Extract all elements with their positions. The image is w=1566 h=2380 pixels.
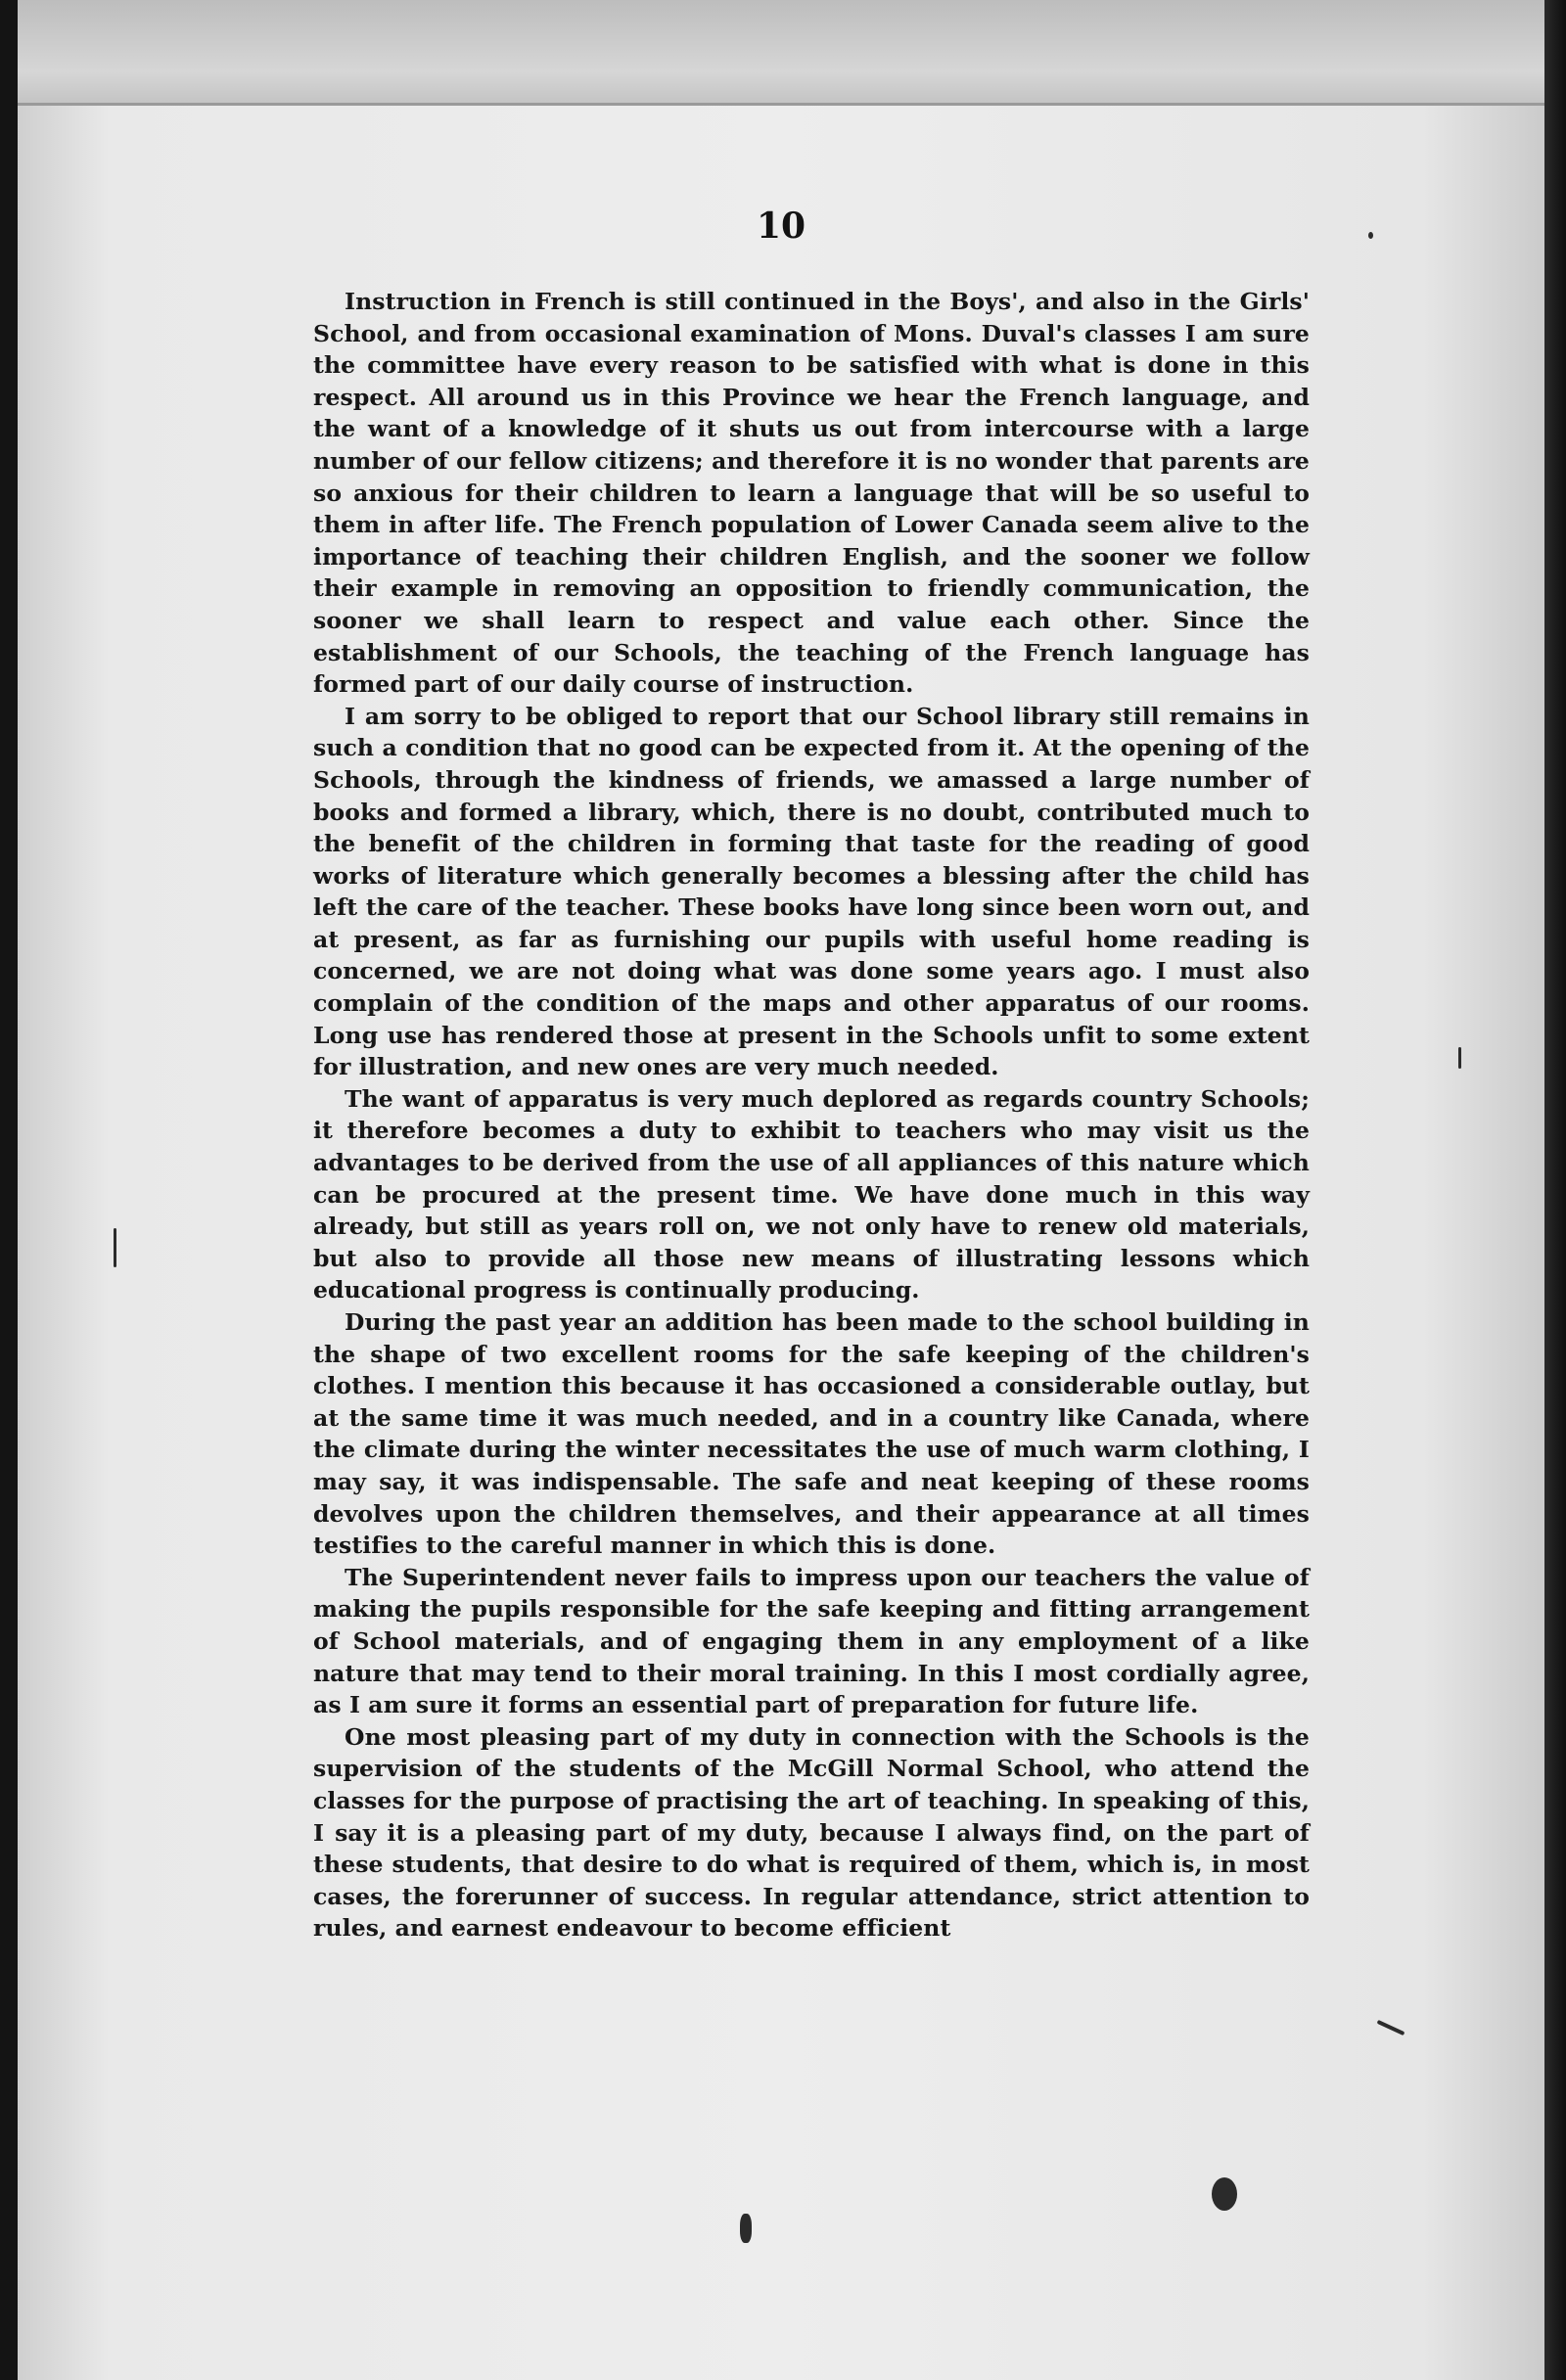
paragraph-french-instruction: Instruction in French is still continued in the Boys', and also in the Girls' School, and from occasional examination of Mons. Duval's classes I am sure the committee have every reason to be satisfied with what is done in this respect. All around us in this Province we hear the French language, and the want of a knowledge of it shuts us out from intercourse with a large number of our fellow citizens; and therefore it is no wonder that parents are so anxious for their children to learn a language that will be so useful to them in after life. The French population of Lower Canada seem alive to the importance of teaching their children English, and the sooner we follow their example in removing an opposition to friendly communication, the sooner we shall learn to respect and value each other. Since the establishment of our Schools, the teaching of the French language has formed part of our daily course of instruction. — [313, 288, 1310, 699]
scan-right-border — [1544, 0, 1566, 2380]
scan-speck — [1377, 2020, 1405, 2036]
body-text — [313, 286, 1310, 1945]
paragraph-apparatus: The want of apparatus is very much deplored as regards country Schools; it therefore becomes a duty to exhibit to teachers who may visit us the advantages to be derived from the use of all appliances of this nature which can be procured at the present time. We have done much in this way already, but still as years roll on, we not only have to renew old materials, but also to provide all those new means of illustrating lessons which educational progress is continually producing. — [313, 1084, 1310, 1304]
scan-speck — [1368, 232, 1373, 239]
paragraph-normal-school: One most pleasing part of my duty in connection with the Schools is the supervision of the students of the McGill Normal School, who attend the classes for the purpose of practising the art of teaching. In speaking of this, I say it is a pleasing part of my duty, because I always find, on the part of these students, that desire to do what is required of them, which is, in most cases, the forerunner of success. In regular attendance, strict attention to rules, and earnest endeavour to become efficient — [313, 1722, 1310, 1943]
document-page — [18, 0, 1544, 2380]
scan-speck — [740, 2214, 752, 2243]
scan-left-border — [0, 0, 18, 2380]
paragraph-superintendent: The Superintendent never fails to impress upon our teachers the value of making the pupils responsible for the safe keeping and fitting arrangement of School materials, and of engaging them in any employment of a like nature that may tend to their moral training. In this I most cordially agree, as I am sure it forms an essential part of preparation for future life. — [313, 1563, 1310, 1719]
scan-top-band — [18, 0, 1544, 106]
scan-speck — [1212, 2177, 1237, 2211]
page-number: 10 — [756, 206, 806, 247]
scan-speck — [114, 1228, 116, 1267]
paragraph-building-addition: During the past year an addition has been made to the school building in the shape of two excellent rooms for the safe keeping of the children's clothes. I mention this because it has occasioned a considerable outlay, but at the same time it was much needed, and in a country like Canada, where the climate during the winter necessitates the use of much warm clothing, I may say, it was indispensable. The safe and neat keeping of these rooms devolves upon the children themselves, and their appearance at all times testifies to the careful manner in which this is done. — [313, 1308, 1310, 1560]
paragraph-school-library: I am sorry to be obliged to report that our School library still remains in such a condition that no good can be expected from it. At the opening of the Schools, through the kindness of friends, we amassed a large number of books and formed a library, which, there is no doubt, contributed much to the benefit of the children in forming that taste for the reading of good works of literature which generally becomes a blessing after the child has left the care of the teacher. These books have long since been worn out, and at present, as far as furnishing our pupils with useful home reading is concerned, we are not doing what was done some years ago. I must also complain of the condition of the maps and other apparatus of our rooms. Long use has rendered those at present in the Schools unfit to some extent for illustration, and new ones are very much needed. — [313, 702, 1310, 1081]
scan-speck — [1458, 1047, 1461, 1069]
